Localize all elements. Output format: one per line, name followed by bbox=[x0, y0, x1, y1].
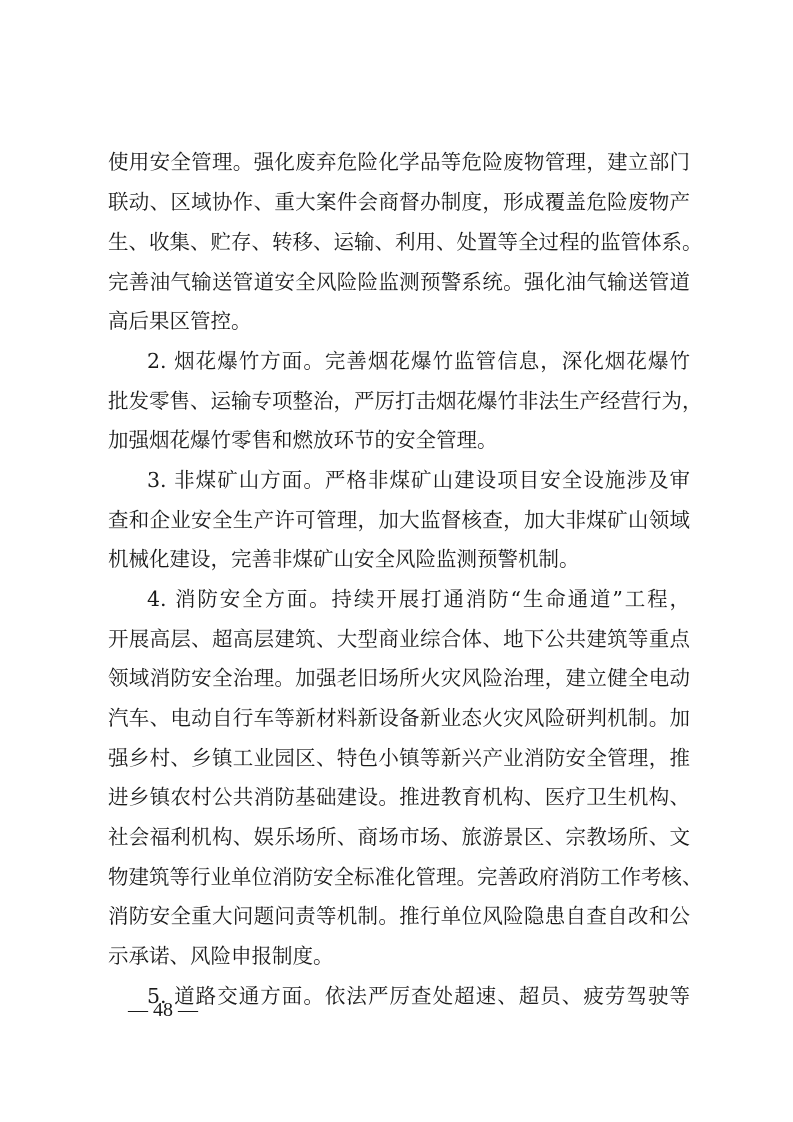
text-line: 开展高层、超高层建筑、大型商业综合体、地下公共建筑等重点 bbox=[108, 627, 690, 651]
text-line: 社会福利机构、娱乐场所、商场市场、旅游景区、宗教场所、文 bbox=[108, 825, 690, 849]
text-line: 批发零售、运输专项整治，严厉打击烟花爆竹非法生产经营行为， bbox=[108, 389, 703, 413]
text-line: 领域消防安全治理。加强老旧场所火灾风险治理，建立健全电动 bbox=[108, 666, 690, 690]
text-line: 机械化建设，完善非煤矿山安全风险监测预警机制。 bbox=[108, 547, 580, 571]
text-line: 进乡镇农村公共消防基础建设。推进教育机构、医疗卫生机构、 bbox=[108, 785, 690, 809]
text-line: 加强烟花爆竹零售和燃放环节的安全管理。 bbox=[108, 428, 498, 452]
text-line: 4. 消防安全方面。持续开展打通消防“生命通道”工程， bbox=[147, 587, 690, 611]
text-line: 强乡村、乡镇工业园区、特色小镇等新兴产业消防安全管理，推 bbox=[108, 746, 690, 770]
text-line: 使用安全管理。强化废弃危险化学品等危险废物管理，建立部门 bbox=[108, 150, 690, 174]
text-line: 联动、区域协作、重大案件会商督办制度，形成覆盖危险废物产 bbox=[108, 190, 690, 214]
page-number: — 48 — bbox=[128, 999, 198, 1021]
text-line: 消防安全重大问题问责等机制。推行单位风险隐患自查自改和公 bbox=[108, 904, 690, 928]
text-line: 3. 非煤矿山方面。严格非煤矿山建设项目安全设施涉及审 bbox=[147, 468, 690, 492]
text-line: 完善油气输送管道安全风险险监测预警系统。强化油气输送管道 bbox=[108, 270, 690, 294]
text-line: 高后果区管控。 bbox=[108, 309, 252, 333]
text-line: 生、收集、贮存、转移、运输、利用、处置等全过程的监管体系。 bbox=[108, 230, 703, 254]
text-line: 2. 烟花爆竹方面。完善烟花爆竹监管信息，深化烟花爆竹 bbox=[147, 349, 690, 373]
text-line: 物建筑等行业单位消防安全标准化管理。完善政府消防工作考核、 bbox=[108, 865, 703, 889]
text-line: 示承诺、风险申报制度。 bbox=[108, 944, 334, 968]
text-line: 5. 道路交通方面。依法严厉查处超速、超员、疲劳驾驶等 bbox=[147, 984, 690, 1008]
text-line: 查和企业安全生产许可管理，加大监督核查，加大非煤矿山领域 bbox=[108, 508, 690, 532]
text-line: 汽车、电动自行车等新材料新设备新业态火灾风险研判机制。加 bbox=[108, 706, 690, 730]
